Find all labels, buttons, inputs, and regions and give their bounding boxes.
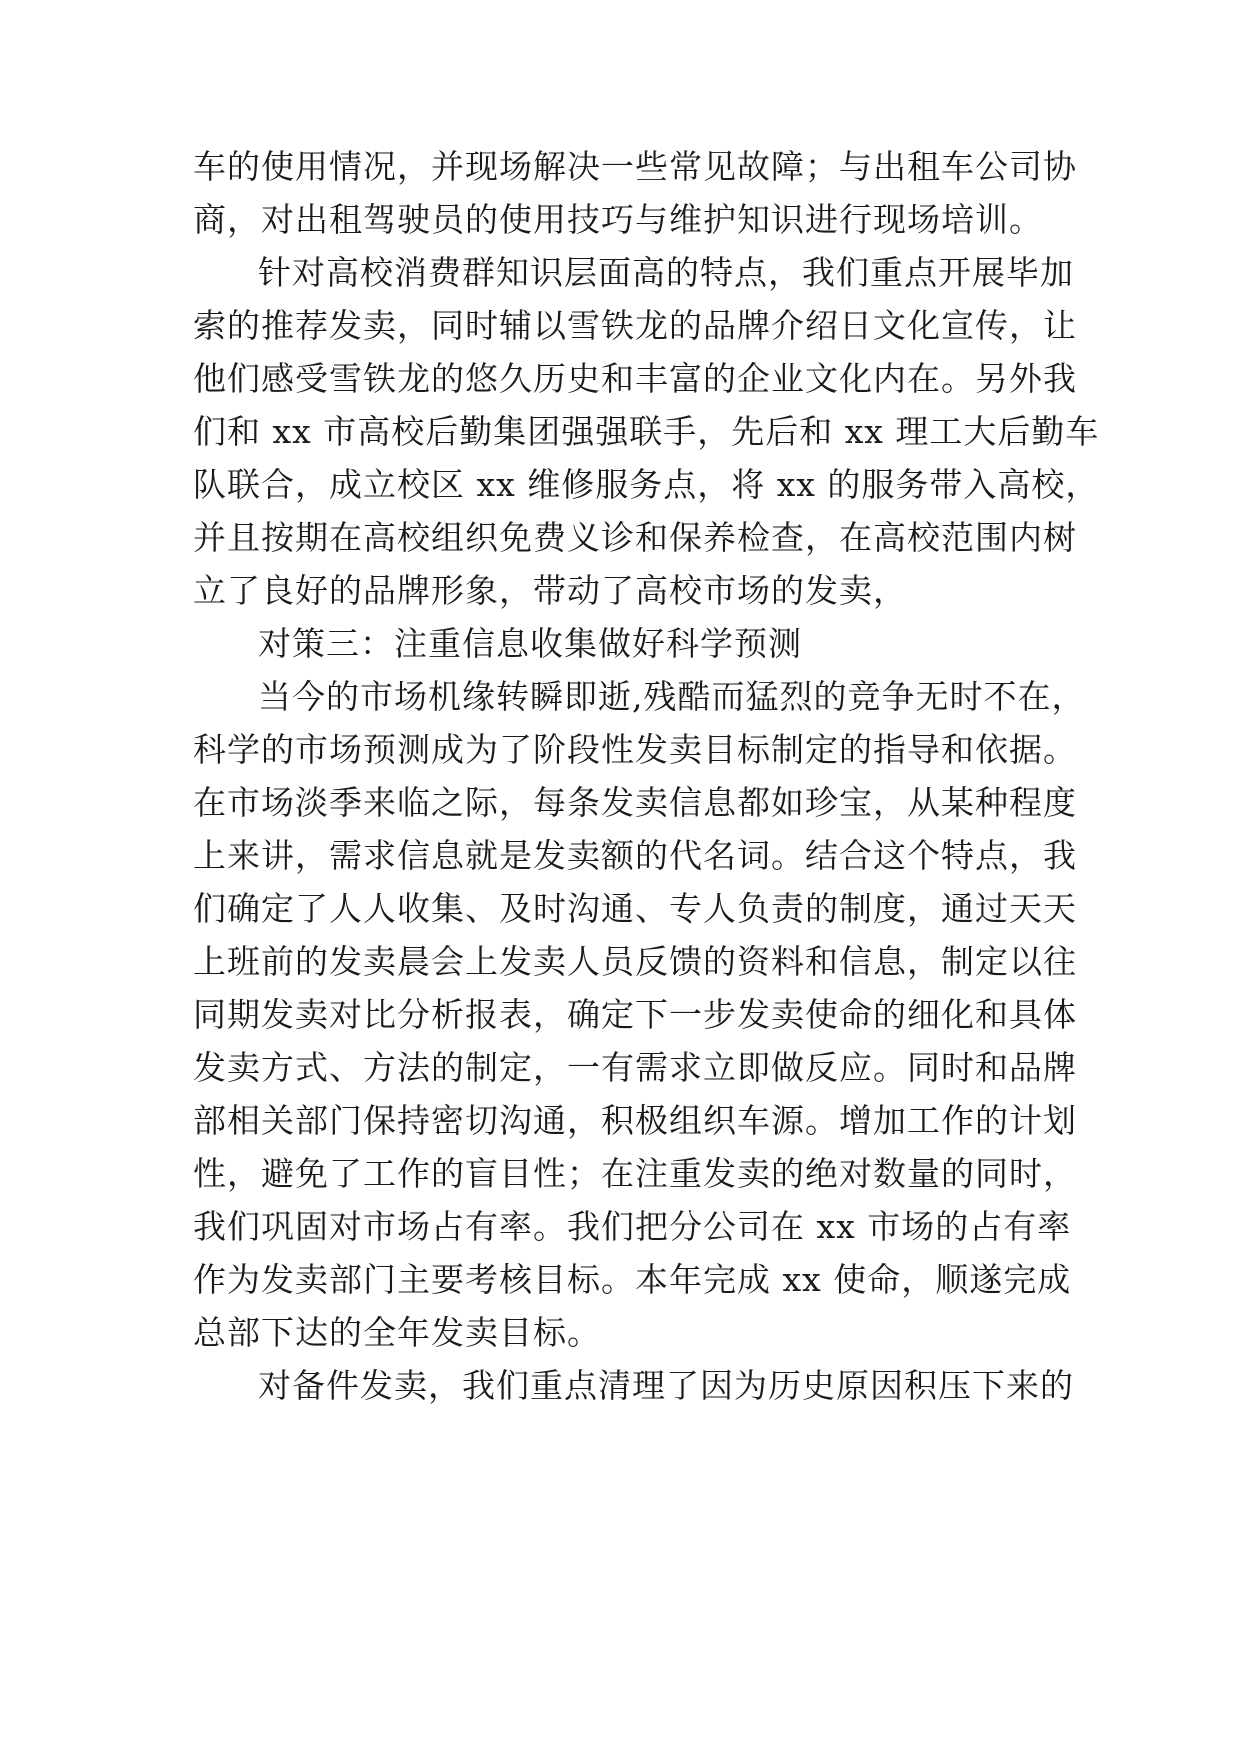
text-line: 们确定了人人收集、及时沟通、专人负责的制度，通过天天	[193, 889, 1077, 928]
text-line: 队联合，成立校区 xx 维修服务点，将 xx 的服务带入高校，	[193, 465, 1100, 504]
text-line: 部相关部门保持密切沟通，积极组织车源。增加工作的计划	[193, 1101, 1077, 1140]
text-line: 他们感受雪铁龙的悠久历史和丰富的企业文化内在。另外我	[193, 359, 1077, 398]
text-line: 同期发卖对比分析报表，确定下一步发卖使命的细化和具体	[193, 995, 1077, 1034]
text-line: 并且按期在高校组织免费义诊和保养检查，在高校范围内树	[193, 518, 1077, 557]
text-line: 性，避免了工作的盲目性；在注重发卖的绝对数量的同时，	[193, 1154, 1077, 1193]
text-line: 立了良好的品牌形象，带动了高校市场的发卖，	[193, 571, 907, 610]
text-line: 针对高校消费群知识层面高的特点，我们重点开展毕加	[258, 253, 1074, 292]
text-line: 我们巩固对市场占有率。我们把分公司在 xx 市场的占有率	[193, 1207, 1072, 1246]
text-line: 车的使用情况，并现场解决一些常见故障；与出租车公司协	[193, 147, 1077, 186]
text-line: 索的推荐发卖，同时辅以雪铁龙的品牌介绍日文化宣传，让	[193, 306, 1077, 345]
text-line: 对备件发卖，我们重点清理了因为历史原因积压下来的	[258, 1366, 1074, 1405]
text-line: 科学的市场预测成为了阶段性发卖目标制定的指导和依据。	[193, 730, 1077, 769]
text-line: 商，对出租驾驶员的使用技巧与维护知识进行现场培训。	[193, 200, 1043, 239]
text-line: 当今的市场机缘转瞬即逝,残酷而猛烈的竞争无时不在，	[258, 677, 1086, 716]
text-line: 作为发卖部门主要考核目标。本年完成 xx 使命，顺遂完成	[193, 1260, 1072, 1299]
section-heading: 对策三：注重信息收集做好科学预测	[258, 624, 802, 663]
text-line: 发卖方式、方法的制定，一有需求立即做反应。同时和品牌	[193, 1048, 1077, 1087]
text-line: 上班前的发卖晨会上发卖人员反馈的资料和信息，制定以往	[193, 942, 1077, 981]
text-line: 总部下达的全年发卖目标。	[193, 1313, 601, 1352]
text-line: 上来讲，需求信息就是发卖额的代名词。结合这个特点，我	[193, 836, 1077, 875]
text-line: 在市场淡季来临之际，每条发卖信息都如珍宝，从某种程度	[193, 783, 1077, 822]
text-line: 们和 xx 市高校后勤集团强强联手，先后和 xx 理工大后勤车	[193, 412, 1100, 451]
